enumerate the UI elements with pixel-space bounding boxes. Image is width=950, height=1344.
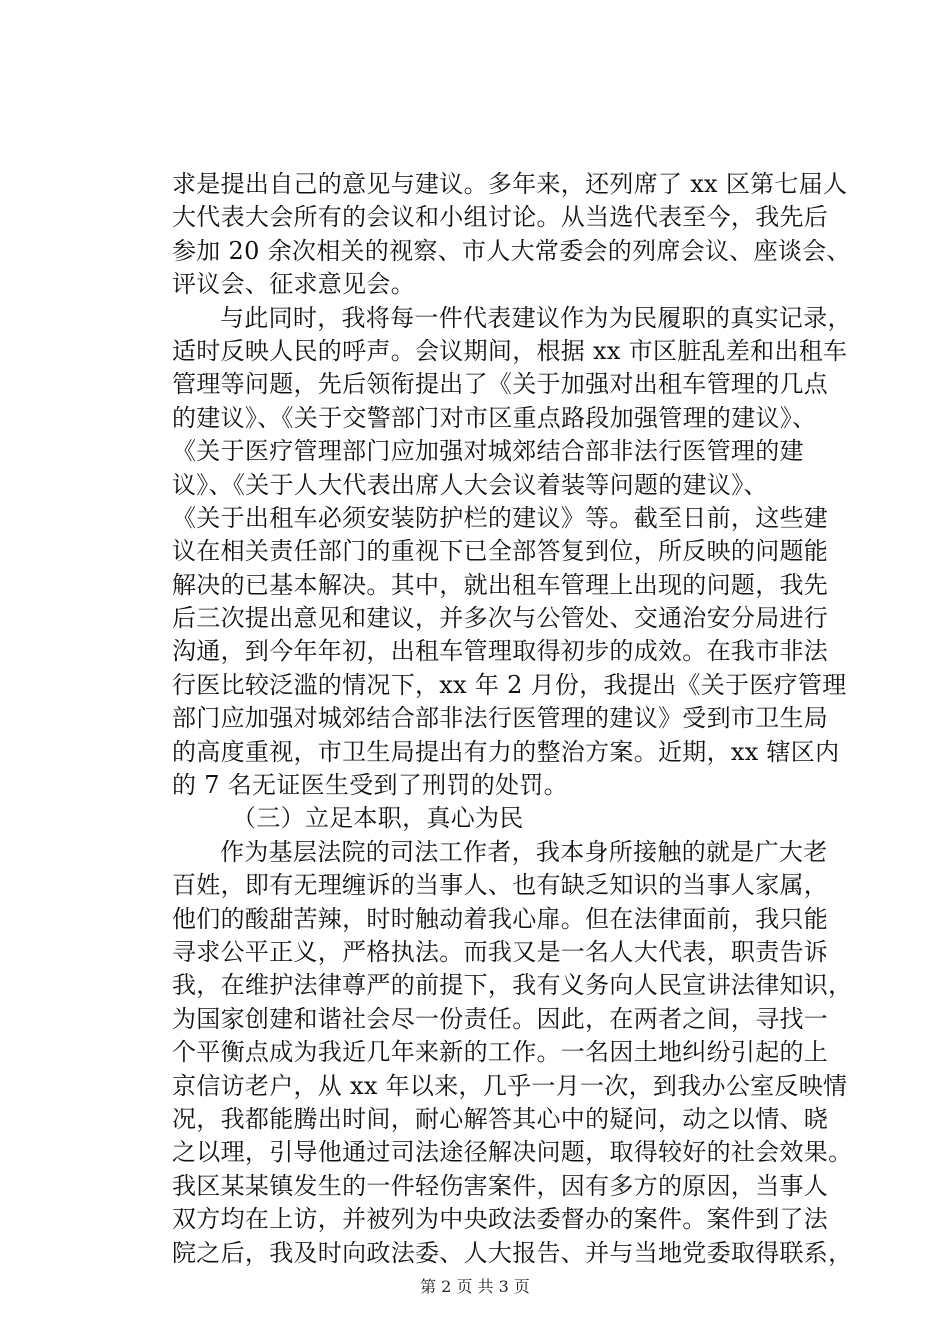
text-line: 他们的酸甜苦辣，时时触动着我心扉。但在法律面前，我只能: [172, 904, 829, 933]
page-footer: [0, 1277, 950, 1297]
section-heading: （三）立足本职，真心为民: [232, 804, 524, 833]
text-line: 后三次提出意见和建议，并多次与公管处、交通治安分局进行: [172, 604, 829, 633]
text-line: 为国家创建和谐社会尽一份责任。因此，在两者之间，寻找一: [172, 1004, 829, 1033]
text-line: 之以理，引导他通过司法途径解决问题，取得较好的社会效果。: [172, 1138, 853, 1167]
text-line: 行医比较泛滥的情况下，xx 年 2 月份，我提出《关于医疗管理: [172, 670, 847, 699]
text-line: 京信访老户，从 xx 年以来，几乎一月一次，到我办公室反映情: [172, 1071, 848, 1100]
page-number-label: 第 2 页 共 3 页: [420, 1277, 530, 1296]
text-line: 《关于出租车必须安装防护栏的建议》等。截至日前，这些建: [172, 503, 829, 532]
text-line: 《关于医疗管理部门应加强对城郊结合部非法行医管理的建: [172, 437, 804, 466]
text-line: 求是提出自己的意见与建议。多年来，还列席了 xx 区第七届人: [172, 170, 848, 198]
text-line: 参加 20 余次相关的视察、市人大常委会的列席会议、座谈会、: [172, 236, 851, 265]
text-line: 管理等问题，先后领衔提出了《关于加强对出租车管理的几点: [172, 370, 829, 399]
text-line: 个平衡点成为我近几年来新的工作。一名因土地纠纷引起的上: [172, 1038, 829, 1067]
text-line: 适时反映人民的呼声。会议期间，根据 xx 市区脏乱差和出租车: [172, 336, 848, 365]
text-line: 议在相关责任部门的重视下已全部答复到位，所反映的问题能: [172, 537, 829, 566]
text-line: 院之后，我及时向政法委、人大报告、并与当地党委取得联系，: [172, 1238, 853, 1267]
text-line: 况，我都能腾出时间，耐心解答其心中的疑问，动之以情、晓: [172, 1104, 829, 1133]
text-line: 我，在维护法律尊严的前提下，我有义务向人民宣讲法律知识，: [172, 971, 853, 1000]
body-text: [172, 168, 853, 1270]
text-line: 寻求公平正义，严格执法。而我又是一名人大代表，职责告诉: [172, 937, 829, 966]
paragraph-start-line: 与此同时，我将每一件代表建议作为为民履职的真实记录，: [220, 303, 852, 332]
paragraph-start-line: 作为基层法院的司法工作者，我本身所接触的就是广大老: [220, 837, 828, 866]
text-line: 议》、《关于人大代表出席人大会议着装等问题的建议》、: [172, 470, 768, 499]
text-line: 解决的已基本解决。其中，就出租车管理上出现的问题，我先: [172, 570, 829, 599]
text-line: 沟通，到今年年初，出租车管理取得初步的成效。在我市非法: [172, 637, 829, 666]
text-line: 百姓，即有无理缠诉的当事人、也有缺乏知识的当事人家属，: [172, 871, 829, 900]
text-line: 评议会、征求意见会。: [172, 270, 415, 299]
text-line: 我区某某镇发生的一件轻伤害案件，因有多方的原因，当事人: [172, 1171, 829, 1200]
text-line: 的高度重视，市卫生局提出有力的整治方案。近期，xx 辖区内: [172, 737, 840, 766]
text-line: 双方均在上访，并被列为中央政法委督办的案件。案件到了法: [172, 1205, 829, 1234]
text-line: 大代表大会所有的会议和小组讨论。从当选代表至今，我先后: [172, 203, 829, 232]
text-line: 的 7 名无证医生受到了刑罚的处罚。: [172, 771, 568, 800]
text-line: 的建议》、《关于交警部门对市区重点路段加强管理的建议》、: [172, 403, 817, 432]
text-line: 部门应加强对城郊结合部非法行医管理的建议》受到市卫生局: [172, 704, 829, 733]
